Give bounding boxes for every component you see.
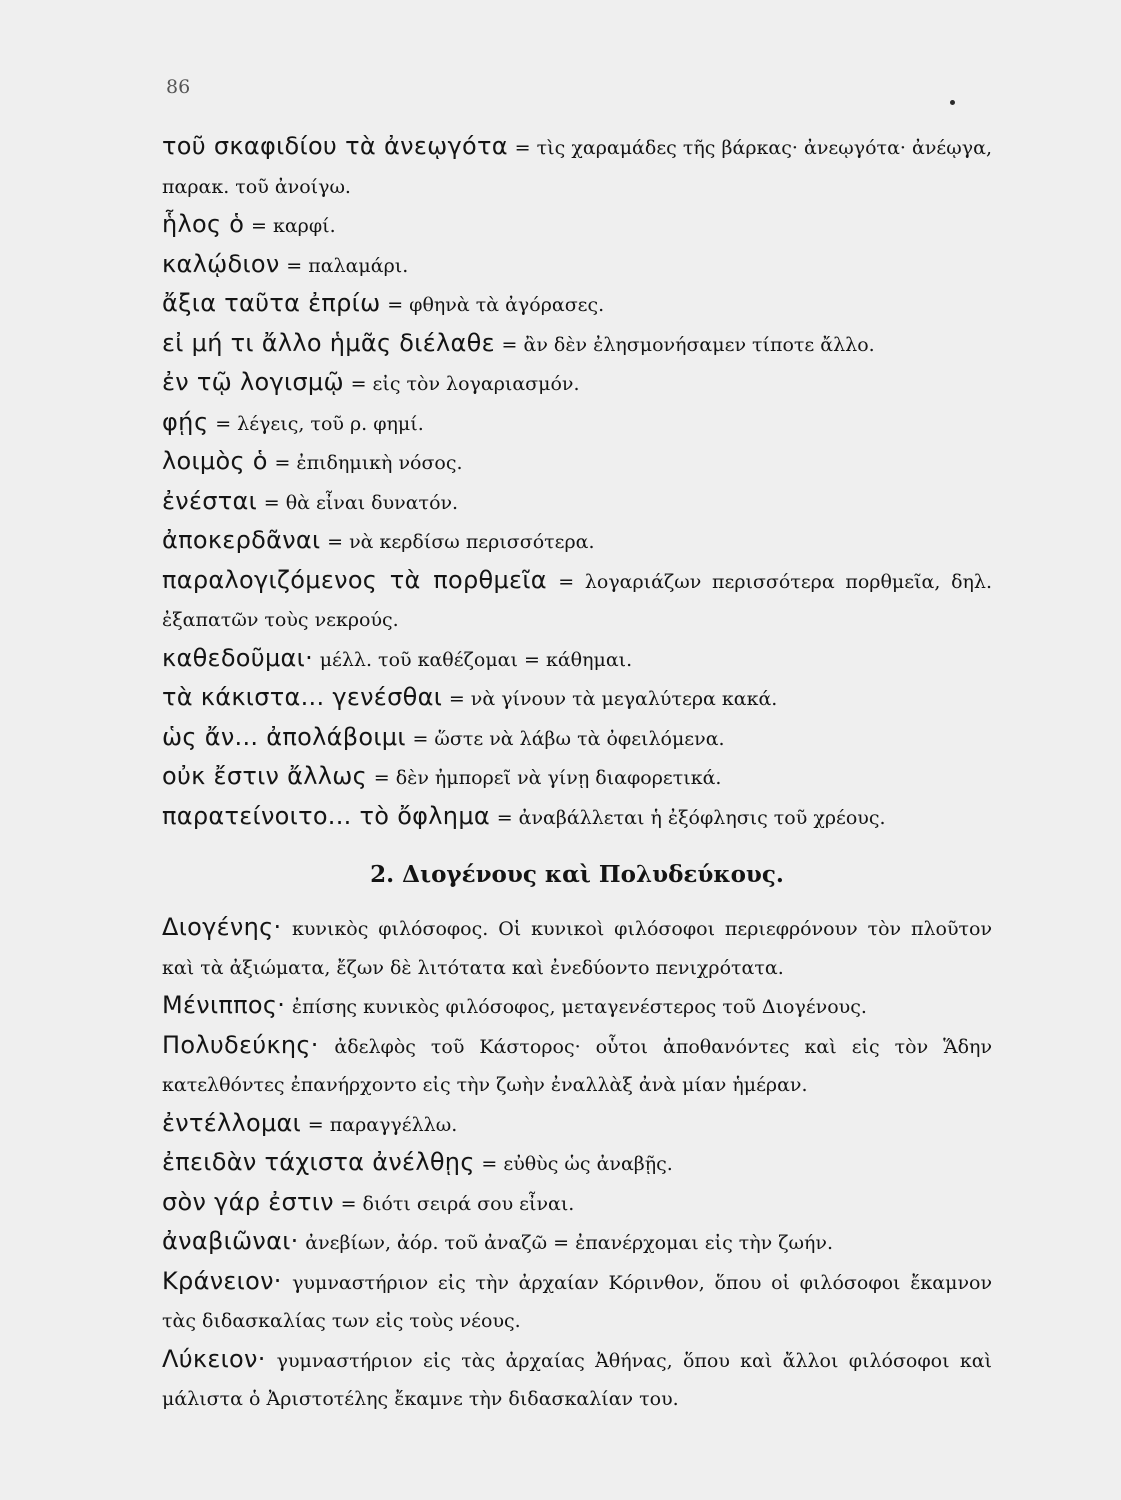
entry-term: ἀναβιῶναι· [162,1227,299,1255]
page-number: 86 [166,76,191,98]
glossary-section-1 [162,128,992,837]
entry-term: λοιμὸς ὁ [162,447,268,475]
glossary-entry [162,483,992,523]
glossary [162,128,992,1419]
entry-term: οὐκ ἔστιν ἄλλως [162,762,368,790]
glossary-entry [162,1223,992,1263]
entry-term: Διογένης· [162,913,282,941]
entry-term: ἐν τῷ λογισμῷ [162,368,344,396]
entry-term: παραλογιζόμενος τὰ πορθμεῖα [162,565,547,594]
entry-gloss: γυμναστήριον εἰς τὰς ἀρχαίας Ἀθήνας, ὅπου καὶ ἄλλοι φιλόσοφοι καὶ μάλιστα ὁ Ἀριστοτέλης ἔκαμνε τὴν διδασκαλίαν του. [162,1349,992,1410]
glossary-entry [162,640,992,680]
entry-gloss: = λέγεις, τοῦ ρ. φημί. [215,412,424,435]
glossary-entry [162,522,992,562]
entry-term: ἀποκερδᾶναι [162,526,321,554]
glossary-entry [162,1263,992,1341]
glossary-entry [162,128,992,206]
entry-gloss: = δὲν ἠμπορεῖ νὰ γίνῃ διαφορετικά. [373,767,722,789]
entry-gloss: = ἐπιδημικὴ νόσος. [274,452,463,474]
glossary-entry [162,246,992,286]
entry-term: ὡς ἄν... ἀπολάβοιμι [162,722,406,751]
glossary-entry [162,443,992,483]
ink-blot [950,100,955,105]
entry-gloss: = καρφί. [250,215,336,237]
glossary-entry [162,987,992,1027]
entry-gloss: = παραγγέλλω. [307,1113,458,1136]
entry-term: εἰ μή τι ἄλλο ἡμᾶς διέλαθε [162,328,495,357]
entry-gloss: = ἀναβάλλεται ἡ ἐξόφλησις τοῦ χρέους. [496,806,886,829]
entry-gloss: = ὥστε νὰ λάβω τὰ ὀφειλόμενα. [412,727,725,750]
glossary-entry [162,1027,992,1105]
entry-gloss: μέλλ. τοῦ καθέζομαι = κάθημαι. [319,648,633,671]
glossary-entry [162,562,992,640]
entry-gloss: γυμναστήριον εἰς τὴν ἀρχαίαν Κόρινθον, ὅπου οἱ φιλόσοφοι ἔκαμνον τὰς διδασκαλίας των εἰς τοὺς νέους. [162,1271,992,1332]
entry-term: ἐνέσται [162,486,258,515]
entry-term: τοῦ σκαφιδίου τὰ ἀνεῳγότα [162,132,508,160]
glossary-entry [162,1144,992,1184]
glossary-entry [162,1105,992,1145]
entry-term: Κράνειον· [162,1266,282,1295]
entry-gloss: = λογαριάζων περισσότερα πορθμεῖα, δηλ. ἐξαπατῶν τοὺς νεκρούς. [162,570,993,631]
glossary-entry [162,1184,992,1224]
glossary-entry [162,719,992,759]
glossary-entry [162,1341,992,1419]
entry-term: ἐπειδὰν τάχιστα ἀνέλθῃς [162,1148,475,1176]
entry-gloss: = φθηνὰ τὰ ἀγόρασες. [387,294,605,316]
entry-term: τὰ κάκιστα... γενέσθαι [162,683,443,711]
entry-term: Μένιππος· [162,991,286,1019]
glossary-entry [162,364,992,404]
entry-gloss: = νὰ κερδίσω περισσότερα. [327,531,595,553]
entry-gloss: = διότι σειρά σου εἶναι. [340,1192,575,1215]
entry-gloss: = νὰ γίνουν τὰ μεγαλύτερα κακά. [448,688,778,710]
entry-gloss: = εὐθὺς ὡς ἀναβῇς. [481,1153,673,1175]
glossary-entry [162,206,992,246]
entry-term: Λύκειον· [162,1344,266,1373]
entry-gloss: = ἂν δὲν ἐλησμονήσαμεν τίποτε ἄλλο. [501,333,875,356]
glossary-section-2 [162,909,992,1419]
section-heading: 2. Διογένους καὶ Πολυδεύκους. [370,861,784,888]
entry-gloss: ἀδελφὸς τοῦ Κάστορος· οὗτοι ἀποθανόντες καὶ εἰς τὸν Ἅδην κατελθόντες ἐπανήρχοντο εἰς τὴν ζωὴν ἐναλλὰξ ἀνὰ μίαν ἡμέραν. [162,1035,992,1096]
glossary-entry [162,404,992,444]
entry-gloss: κυνικὸς φιλόσοφος. Οἱ κυνικοὶ φιλόσοφοι περιεφρόνουν τὸν πλοῦτον καὶ τὰ ἀξιώματα, ἔζων δὲ λιτότατα καὶ ἐνεδύοντο πενιχρότατα. [162,918,992,979]
glossary-entry [162,758,992,798]
entry-term: ἧλος ὁ [162,210,245,238]
entry-term: παρατείνοιτο... τὸ ὄφλημα [162,801,491,830]
glossary-entry [162,679,992,719]
entry-gloss: = τὶς χαραμάδες τῆς βάρκας· ἀνεῳγότα· ἀνέῳγα, παρακ. τοῦ ἀνοίγω. [162,137,992,198]
entry-term: ἐντέλλομαι [162,1108,302,1137]
entry-term: φῄς [162,407,209,436]
entry-gloss: ἐπίσης κυνικὸς φιλόσοφος, μεταγενέστερος τοῦ Διογένους. [291,996,867,1018]
entry-term: καθεδοῦμαι· [162,643,314,672]
entry-term: Πολυδεύκης· [162,1030,319,1059]
glossary-entry [162,285,992,325]
entry-gloss: = εἰς τὸν λογαριασμόν. [350,373,580,395]
entry-gloss: ἀνεβίων, ἀόρ. τοῦ ἀναζῶ = ἐπανέρχομαι εἰς τὴν ζωήν. [305,1232,834,1254]
glossary-entry [162,909,992,987]
entry-term: ἄξια ταῦτα ἐπρίω [162,289,381,317]
glossary-entry [162,325,992,365]
glossary-entry [162,798,992,838]
entry-gloss: = παλαμάρι. [286,254,409,277]
entry-term: καλῴδιον [162,249,280,278]
entry-term: σὸν γάρ ἐστιν [162,1187,334,1216]
entry-gloss: = θὰ εἶναι δυνατόν. [263,491,459,514]
